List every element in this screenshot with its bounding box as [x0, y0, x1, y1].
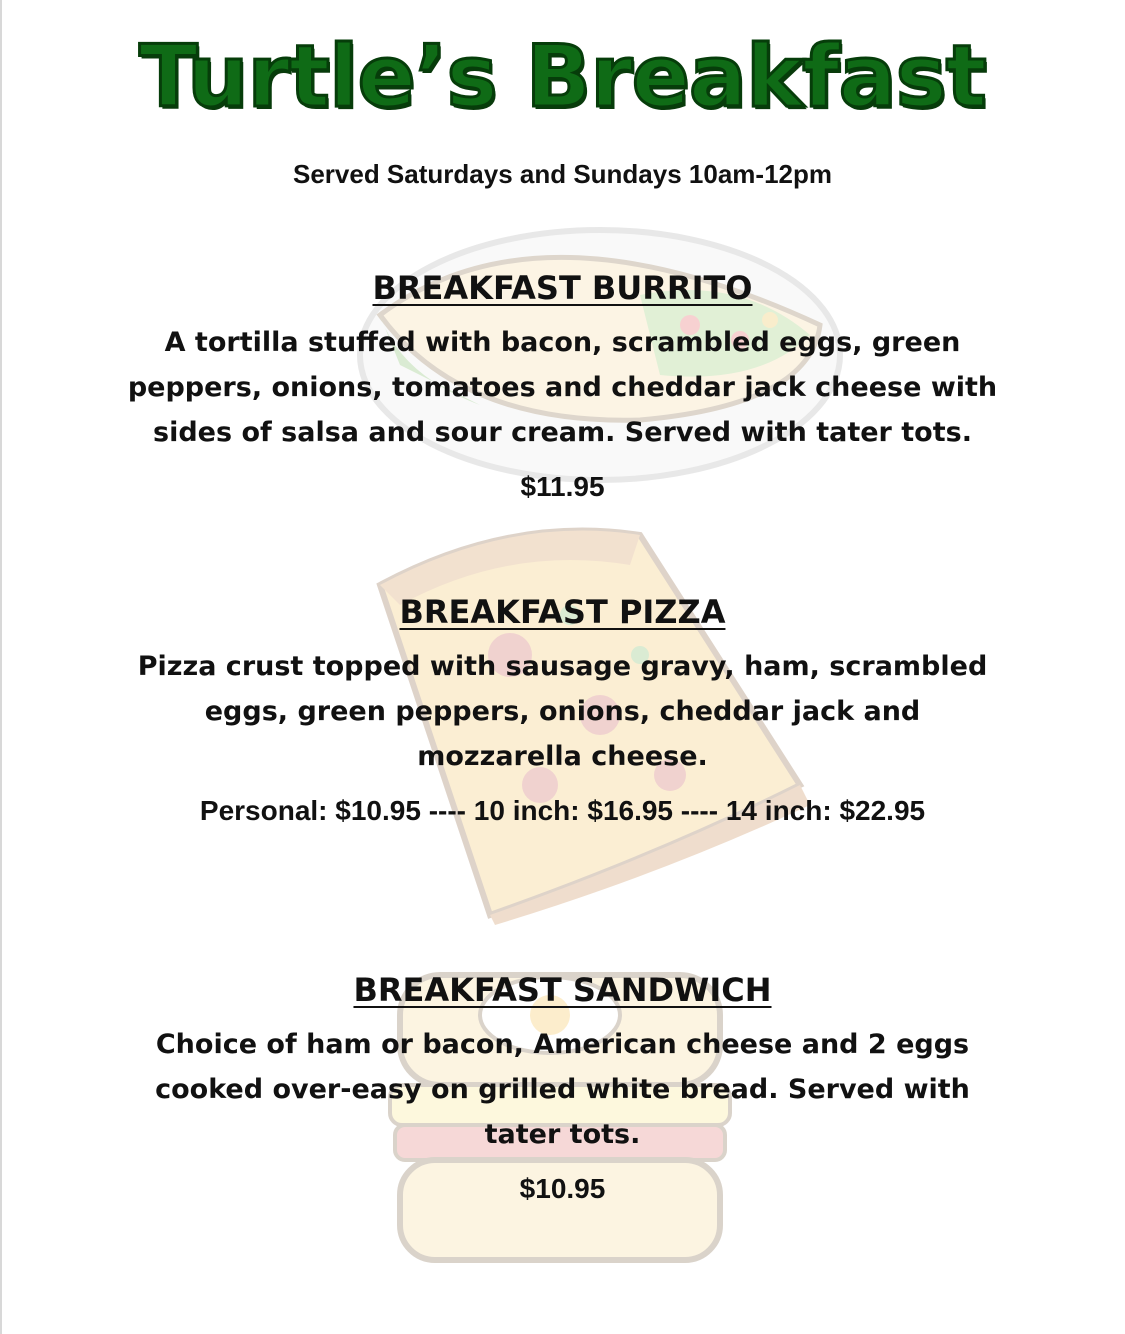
item-name: BREAKFAST BURRITO — [372, 269, 753, 307]
item-price: $10.95 — [519, 1173, 606, 1204]
item-name: BREAKFAST SANDWICH — [353, 971, 772, 1009]
item-price: $11.95 — [520, 471, 605, 502]
menu-item-sandwich — [0, 970, 1125, 1209]
item-description: Choice of ham or bacon, American cheese and 2 eggs cooked over-easy on grilled white bread. Served with tater tots. — [155, 1029, 970, 1150]
menu-hours: Served Saturdays and Sundays 10am-12pm — [292, 159, 832, 189]
item-description: A tortilla stuffed with bacon, scrambled eggs, green peppers, onions, tomatoes and cheddar jack cheese with sides of salsa and sour cream. Served with tater tots. — [127, 327, 998, 448]
item-name: BREAKFAST PIZZA — [399, 593, 726, 631]
item-price: Personal: $10.95 ---- 10 inch: $16.95 ---- 14 inch: $22.95 — [199, 795, 926, 826]
menu-title: Turtle’s Breakfast — [139, 27, 986, 127]
menu-item-burrito — [0, 268, 1125, 507]
menu-item-pizza — [0, 592, 1125, 831]
item-description: Pizza crust topped with sausage gravy, ham, scrambled eggs, green peppers, onions, cheddar jack and mozzarella cheese. — [137, 651, 988, 772]
